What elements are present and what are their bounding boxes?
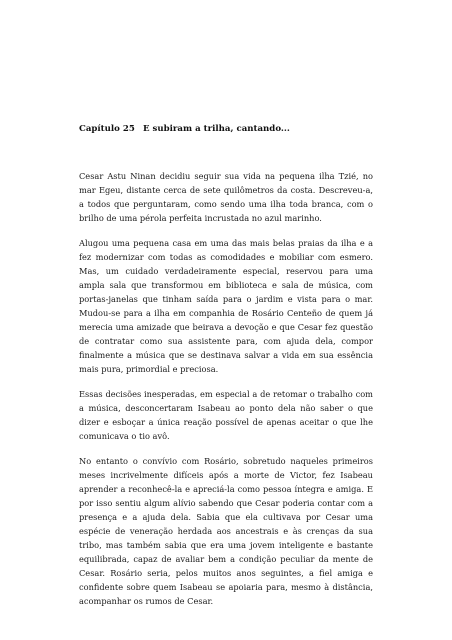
paragraph: No entanto o convívio com Rosário, sobretudo naqueles primeiros meses incrivelmente difíceis após a morte de Victor, fez Isabeau aprender a reconhecê-la e apreciá-la como pessoa íntegra e amiga. E por isso sentiu algum alívio sabendo que Cesar poderia contar com a presença e a ajuda dela. Sabia que ela cultivava por Cesar uma espécie de veneração herdada aos ancestrais e às crenças da sua tribo, mas também sabia que era uma jovem inteligente e bastante equilibrada, capaz de avaliar bem a condição peculiar da mente de Cesar. Rosário seria, pelos muitos anos seguintes, a fiel amiga e confidente sobre quem Isabeau se apoiaria para, mesmo à distância, acompanhar os rumos de Cesar. [79, 456, 373, 606]
paragraph: Essas decisões inesperadas, em especial a de retomar o trabalho com a música, desconcertaram Isabeau ao ponto dela não saber o que dizer e esboçar a única reação possível de apenas aceitar o que lhe comunicava o tio avô. [79, 389, 373, 441]
chapter-number: Capítulo 25 [79, 124, 135, 134]
chapter-body [79, 169, 373, 619]
chapter-title: E subiram a trilha, cantando... [143, 124, 290, 134]
paragraph: Cesar Astu Ninan decidiu seguir sua vida na pequena ilha Tzié, no mar Egeu, distante cerca de sete quilômetros da costa. Descreveu-a, a todos que perguntaram, como sendo uma ilha toda branca, com o brilho de uma pérola perfeita incrustada no azul marinho. [79, 171, 373, 223]
paragraph: Alugou uma pequena casa em uma das mais belas praias da ilha e a fez modernizar com todas as comodidades e mobiliar com esmero. Mas, um cuidado verdadeiramente especial, reservou para uma ampla sala que transformou em biblioteca e sala de música, com portas-janelas que tinham saída para o jardim e vista para o mar. Mudou-se para a ilha em companhia de Rosário Centeño de quem já merecia uma amizade que beirava a devoção e que Cesar fez questão de contratar como sua assistente para, com ajuda dela, compor finalmente a música que se destinava salvar a vida em sua essência mais pura, primordial e preciosa. [79, 238, 373, 374]
chapter-heading [79, 124, 379, 134]
